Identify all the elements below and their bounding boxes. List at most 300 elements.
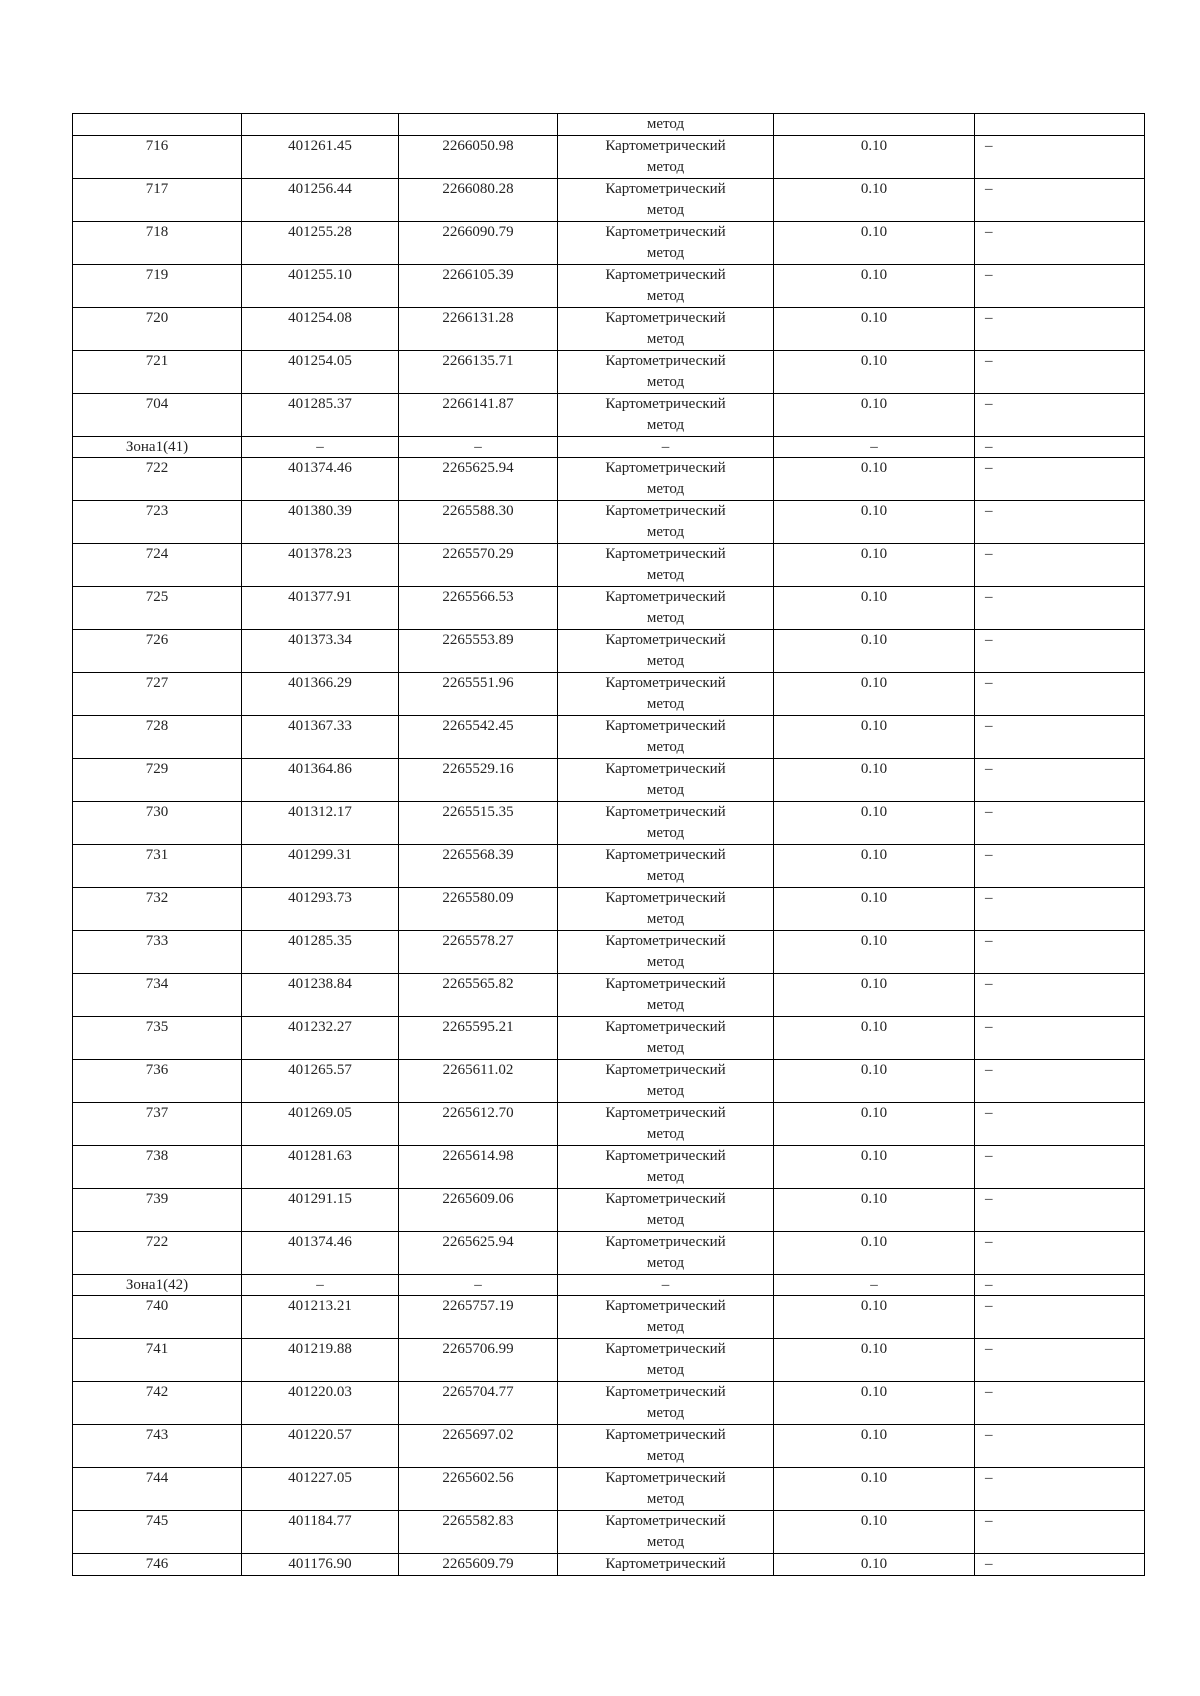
table-row: [73, 501, 1145, 544]
method-text-line1: Картометрический: [605, 267, 726, 283]
cell-method: [558, 1060, 774, 1103]
table-row: [73, 802, 1145, 845]
method-text-line1: Картометрический: [605, 1427, 726, 1443]
cell-point-number: 738: [73, 1146, 242, 1189]
method-text-line2: метод: [646, 1362, 685, 1378]
cell-y: 2265580.09: [399, 888, 558, 931]
method-text-line2: метод: [646, 567, 685, 583]
cell-x: 401312.17: [242, 802, 399, 845]
cell-accuracy: 0.10: [774, 1382, 975, 1425]
zone-label: Зона1(42): [73, 1275, 242, 1296]
cell-point-number: 735: [73, 1017, 242, 1060]
method-text-line1: Картометрический: [605, 310, 726, 326]
cell-x: 401291.15: [242, 1189, 399, 1232]
cell-description: –: [975, 1017, 1145, 1060]
cell-accuracy: 0.10: [774, 136, 975, 179]
method-text-line1: Картометрический: [605, 1556, 726, 1572]
cell-method: –: [558, 1275, 774, 1296]
method-text-line1: Картометрический: [605, 1191, 726, 1207]
cell-point-number: 732: [73, 888, 242, 931]
cell-x: –: [242, 1275, 399, 1296]
method-text-line2: метод: [646, 1534, 685, 1550]
cell-method: [558, 501, 774, 544]
cell-y: 2266105.39: [399, 265, 558, 308]
method-text-line2: метод: [646, 524, 685, 540]
cell-y: 2265588.30: [399, 501, 558, 544]
cell-description: –: [975, 265, 1145, 308]
cell-accuracy: 0.10: [774, 308, 975, 351]
cell-x: 401219.88: [242, 1339, 399, 1382]
table-row: [73, 1103, 1145, 1146]
cell-accuracy: 0.10: [774, 931, 975, 974]
cell-point-number: [73, 114, 242, 136]
cell-point-number: 733: [73, 931, 242, 974]
cell-description: –: [975, 759, 1145, 802]
cell-y: 2265568.39: [399, 845, 558, 888]
method-text-line2: метод: [646, 288, 685, 304]
table-row: [73, 222, 1145, 265]
cell-x: 401232.27: [242, 1017, 399, 1060]
cell-y: 2265609.79: [399, 1554, 558, 1576]
cell-description: –: [975, 1189, 1145, 1232]
cell-point-number: 743: [73, 1425, 242, 1468]
table-row: [73, 351, 1145, 394]
table-row: [73, 673, 1145, 716]
cell-method: [558, 1468, 774, 1511]
method-text-line1: Картометрический: [605, 396, 726, 412]
cell-description: –: [975, 222, 1145, 265]
cell-description: –: [975, 1296, 1145, 1339]
table-row: [73, 1060, 1145, 1103]
cell-y: 2265515.35: [399, 802, 558, 845]
zone-header-row: [73, 1275, 1145, 1296]
cell-x: –: [242, 437, 399, 458]
method-text-line1: Картометрический: [605, 503, 726, 519]
table-row: [73, 179, 1145, 222]
cell-x: 401373.34: [242, 630, 399, 673]
cell-description: –: [975, 1382, 1145, 1425]
coordinates-table: [72, 113, 1145, 1576]
cell-y: 2266135.71: [399, 351, 558, 394]
cell-description: –: [975, 351, 1145, 394]
method-text-line1: Картометрический: [605, 1384, 726, 1400]
method-text-line2: метод: [646, 1405, 685, 1421]
cell-accuracy: 0.10: [774, 222, 975, 265]
cell-description: –: [975, 673, 1145, 716]
table-row: [73, 587, 1145, 630]
cell-point-number: 737: [73, 1103, 242, 1146]
cell-accuracy: 0.10: [774, 888, 975, 931]
cell-x: 401285.37: [242, 394, 399, 437]
cell-method: [558, 587, 774, 630]
method-text-line2: метод: [646, 331, 685, 347]
cell-point-number: 719: [73, 265, 242, 308]
table-row: [73, 759, 1145, 802]
cell-y: –: [399, 1275, 558, 1296]
table-row: [73, 630, 1145, 673]
cell-y: 2266131.28: [399, 308, 558, 351]
cell-accuracy: –: [774, 437, 975, 458]
table-row: [73, 136, 1145, 179]
cell-description: –: [975, 974, 1145, 1017]
method-text-line1: Картометрический: [605, 976, 726, 992]
cell-y: 2265578.27: [399, 931, 558, 974]
method-text-line2: метод: [646, 245, 685, 261]
cell-y: 2265609.06: [399, 1189, 558, 1232]
cell-y: 2265551.96: [399, 673, 558, 716]
cell-description: –: [975, 1339, 1145, 1382]
cell-description: –: [975, 1511, 1145, 1554]
cell-point-number: 731: [73, 845, 242, 888]
method-text-line1: Картометрический: [605, 1470, 726, 1486]
cell-accuracy: 0.10: [774, 845, 975, 888]
cell-method: [558, 1382, 774, 1425]
cell-y: 2266090.79: [399, 222, 558, 265]
zone-header-row: [73, 437, 1145, 458]
cell-point-number: 727: [73, 673, 242, 716]
cell-method: [558, 802, 774, 845]
cell-description: –: [975, 1103, 1145, 1146]
method-text-line2: метод: [646, 202, 685, 218]
method-text-line1: Картометрический: [605, 632, 726, 648]
cell-y: –: [399, 437, 558, 458]
cell-method: [558, 1511, 774, 1554]
cell-y: 2265553.89: [399, 630, 558, 673]
cell-x: 401254.08: [242, 308, 399, 351]
cell-x: 401364.86: [242, 759, 399, 802]
table-row: [73, 265, 1145, 308]
cell-method: [558, 888, 774, 931]
cell-method: [558, 544, 774, 587]
cell-point-number: 725: [73, 587, 242, 630]
cell-description: –: [975, 437, 1145, 458]
cell-x: 401220.03: [242, 1382, 399, 1425]
cell-method: [558, 974, 774, 1017]
method-text-line1: Картометрический: [605, 1062, 726, 1078]
table-row: [73, 931, 1145, 974]
cell-method: [558, 931, 774, 974]
cell-x: 401238.84: [242, 974, 399, 1017]
cell-accuracy: 0.10: [774, 351, 975, 394]
cell-method: [558, 222, 774, 265]
cell-method: [558, 394, 774, 437]
table-row: [73, 845, 1145, 888]
cell-method: [558, 630, 774, 673]
method-text-line1: Картометрический: [605, 138, 726, 154]
cell-method: метод: [558, 114, 774, 136]
cell-x: 401255.10: [242, 265, 399, 308]
method-text-line2: метод: [646, 1169, 685, 1185]
cell-y: 2265570.29: [399, 544, 558, 587]
cell-accuracy: 0.10: [774, 1296, 975, 1339]
method-text-line2: метод: [646, 739, 685, 755]
cell-y: 2265565.82: [399, 974, 558, 1017]
method-text-line1: Картометрический: [605, 1341, 726, 1357]
cell-x: 401377.91: [242, 587, 399, 630]
cell-accuracy: 0.10: [774, 759, 975, 802]
method-text-line1: Картометрический: [605, 933, 726, 949]
cell-y: 2265706.99: [399, 1339, 558, 1382]
cell-point-number: 721: [73, 351, 242, 394]
cell-description: –: [975, 1275, 1145, 1296]
method-text-line2: метод: [646, 825, 685, 841]
cell-y: 2265602.56: [399, 1468, 558, 1511]
cell-y: 2265625.94: [399, 458, 558, 501]
cell-accuracy: 0.10: [774, 716, 975, 759]
cell-x: 401176.90: [242, 1554, 399, 1576]
method-text-line1: Картометрический: [605, 1234, 726, 1250]
cell-point-number: 740: [73, 1296, 242, 1339]
cell-method: [558, 1017, 774, 1060]
method-text-line2: метод: [646, 954, 685, 970]
cell-point-number: 730: [73, 802, 242, 845]
method-text-line2: метод: [646, 1212, 685, 1228]
method-text-line1: Картометрический: [605, 181, 726, 197]
cell-x: 401378.23: [242, 544, 399, 587]
cell-x: 401293.73: [242, 888, 399, 931]
table-row: [73, 544, 1145, 587]
table-row: [73, 1511, 1145, 1554]
cell-accuracy: 0.10: [774, 1146, 975, 1189]
cell-method: [558, 1189, 774, 1232]
method-text-line2: метод: [646, 868, 685, 884]
cell-method: –: [558, 437, 774, 458]
table-row: [73, 1425, 1145, 1468]
cell-method: [558, 308, 774, 351]
table-row: [73, 458, 1145, 501]
cell-x: 401285.35: [242, 931, 399, 974]
cell-description: –: [975, 544, 1145, 587]
cell-description: –: [975, 1468, 1145, 1511]
cell-y: 2265614.98: [399, 1146, 558, 1189]
cell-y: 2265757.19: [399, 1296, 558, 1339]
method-text-line1: Картометрический: [605, 890, 726, 906]
cell-x: 401281.63: [242, 1146, 399, 1189]
cell-accuracy: [774, 114, 975, 136]
method-text-line2: метод: [646, 653, 685, 669]
cell-description: –: [975, 501, 1145, 544]
cell-point-number: 739: [73, 1189, 242, 1232]
cell-method: [558, 716, 774, 759]
method-text-line1: Картометрический: [605, 804, 726, 820]
cell-description: –: [975, 1425, 1145, 1468]
cell-accuracy: 0.10: [774, 1060, 975, 1103]
cell-method: [558, 458, 774, 501]
cell-accuracy: 0.10: [774, 1425, 975, 1468]
cell-point-number: 704: [73, 394, 242, 437]
continuation-row: [73, 114, 1145, 136]
cell-point-number: 729: [73, 759, 242, 802]
cell-accuracy: 0.10: [774, 974, 975, 1017]
cell-y: 2265529.16: [399, 759, 558, 802]
cell-x: [242, 114, 399, 136]
cell-y: [399, 114, 558, 136]
method-text-line1: Картометрический: [605, 1019, 726, 1035]
cell-description: –: [975, 716, 1145, 759]
table-row: [73, 1382, 1145, 1425]
cell-y: 2266050.98: [399, 136, 558, 179]
method-text-line1: Картометрический: [605, 546, 726, 562]
method-text-line2: метод: [646, 1255, 685, 1271]
cell-point-number: 744: [73, 1468, 242, 1511]
cell-method: [558, 351, 774, 394]
method-text-line2: метод: [646, 610, 685, 626]
cell-accuracy: 0.10: [774, 1554, 975, 1576]
table-row: [73, 1339, 1145, 1382]
cell-y: 2265595.21: [399, 1017, 558, 1060]
cell-description: –: [975, 179, 1145, 222]
method-text-line1: Картометрический: [605, 1298, 726, 1314]
cell-point-number: 723: [73, 501, 242, 544]
cell-point-number: 726: [73, 630, 242, 673]
cell-accuracy: 0.10: [774, 630, 975, 673]
table-row: [73, 974, 1145, 1017]
method-text-line2: метод: [646, 159, 685, 175]
method-text-line2: метод: [646, 696, 685, 712]
cell-point-number: 724: [73, 544, 242, 587]
cell-x: 401380.39: [242, 501, 399, 544]
method-text-line1: Картометрический: [605, 675, 726, 691]
cell-description: –: [975, 1146, 1145, 1189]
cell-point-number: 720: [73, 308, 242, 351]
cell-x: 401299.31: [242, 845, 399, 888]
method-text-line1: Картометрический: [605, 460, 726, 476]
cell-x: 401255.28: [242, 222, 399, 265]
cell-accuracy: 0.10: [774, 1017, 975, 1060]
cell-accuracy: 0.10: [774, 802, 975, 845]
table-row: [73, 716, 1145, 759]
method-text-line2: метод: [646, 1126, 685, 1142]
method-text-line2: метод: [646, 374, 685, 390]
table-row: [73, 1468, 1145, 1511]
cell-description: –: [975, 1060, 1145, 1103]
cell-point-number: 746: [73, 1554, 242, 1576]
table-row: [73, 394, 1145, 437]
cell-x: 401265.57: [242, 1060, 399, 1103]
cell-description: –: [975, 1554, 1145, 1576]
table-row: [73, 1146, 1145, 1189]
method-text-line2: метод: [646, 481, 685, 497]
cell-method: [558, 673, 774, 716]
cell-y: 2265704.77: [399, 1382, 558, 1425]
cell-method: [558, 1425, 774, 1468]
cell-point-number: 734: [73, 974, 242, 1017]
cell-accuracy: 0.10: [774, 673, 975, 716]
cell-accuracy: 0.10: [774, 394, 975, 437]
cell-description: –: [975, 394, 1145, 437]
cell-accuracy: 0.10: [774, 1468, 975, 1511]
table-row: [73, 1296, 1145, 1339]
table-row: [73, 308, 1145, 351]
cell-method: [558, 1296, 774, 1339]
cell-accuracy: 0.10: [774, 1103, 975, 1146]
cell-method: [558, 1232, 774, 1275]
method-text-line2: метод: [646, 911, 685, 927]
cell-point-number: 717: [73, 179, 242, 222]
cell-accuracy: 0.10: [774, 1189, 975, 1232]
cell-y: 2265625.94: [399, 1232, 558, 1275]
cell-description: –: [975, 931, 1145, 974]
method-text-line1: Картометрический: [605, 847, 726, 863]
cell-point-number: 745: [73, 1511, 242, 1554]
cell-x: 401213.21: [242, 1296, 399, 1339]
cell-accuracy: 0.10: [774, 544, 975, 587]
cell-method: [558, 179, 774, 222]
method-text-line1: Картометрический: [605, 1148, 726, 1164]
cell-x: 401374.46: [242, 1232, 399, 1275]
cell-description: –: [975, 308, 1145, 351]
method-text-line2: метод: [646, 782, 685, 798]
cell-x: 401367.33: [242, 716, 399, 759]
method-text-line2: метод: [646, 1491, 685, 1507]
method-text-line1: Картометрический: [605, 761, 726, 777]
table-row: [73, 1232, 1145, 1275]
cell-y: 2265697.02: [399, 1425, 558, 1468]
method-text-line2: метод: [646, 1040, 685, 1056]
cell-description: –: [975, 1232, 1145, 1275]
cell-description: –: [975, 630, 1145, 673]
cell-point-number: 728: [73, 716, 242, 759]
cell-accuracy: 0.10: [774, 1339, 975, 1382]
cell-y: 2265566.53: [399, 587, 558, 630]
cell-y: 2265612.70: [399, 1103, 558, 1146]
method-text-line1: Картометрический: [605, 718, 726, 734]
cell-y: 2265542.45: [399, 716, 558, 759]
table-row: [73, 1189, 1145, 1232]
cell-method: [558, 136, 774, 179]
coordinates-table-page: [72, 113, 1144, 1576]
cell-description: [975, 114, 1145, 136]
cell-accuracy: 0.10: [774, 179, 975, 222]
cell-accuracy: 0.10: [774, 587, 975, 630]
cell-point-number: 722: [73, 458, 242, 501]
cell-method: [558, 1103, 774, 1146]
table-row: [73, 1554, 1145, 1576]
cell-method: [558, 1146, 774, 1189]
cell-x: 401220.57: [242, 1425, 399, 1468]
cell-method: [558, 265, 774, 308]
cell-x: 401256.44: [242, 179, 399, 222]
method-text-line1: Картометрический: [605, 1105, 726, 1121]
method-text-line2: метод: [646, 1083, 685, 1099]
cell-description: –: [975, 802, 1145, 845]
cell-x: 401366.29: [242, 673, 399, 716]
cell-point-number: 716: [73, 136, 242, 179]
cell-x: 401261.45: [242, 136, 399, 179]
zone-label: Зона1(41): [73, 437, 242, 458]
cell-description: –: [975, 845, 1145, 888]
cell-y: 2265582.83: [399, 1511, 558, 1554]
method-text-line2: метод: [646, 417, 685, 433]
cell-description: –: [975, 587, 1145, 630]
cell-method: [558, 845, 774, 888]
cell-point-number: 722: [73, 1232, 242, 1275]
method-text-line1: Картометрический: [605, 1513, 726, 1529]
method-text-line1: Картометрический: [605, 589, 726, 605]
cell-accuracy: 0.10: [774, 265, 975, 308]
cell-x: 401227.05: [242, 1468, 399, 1511]
cell-y: 2265611.02: [399, 1060, 558, 1103]
cell-x: 401269.05: [242, 1103, 399, 1146]
method-text-line1: Картометрический: [605, 353, 726, 369]
table-row: [73, 1017, 1145, 1060]
cell-method: [558, 1554, 774, 1576]
cell-accuracy: 0.10: [774, 458, 975, 501]
cell-accuracy: 0.10: [774, 1232, 975, 1275]
cell-accuracy: –: [774, 1275, 975, 1296]
method-text-line1: Картометрический: [605, 224, 726, 240]
cell-x: 401184.77: [242, 1511, 399, 1554]
